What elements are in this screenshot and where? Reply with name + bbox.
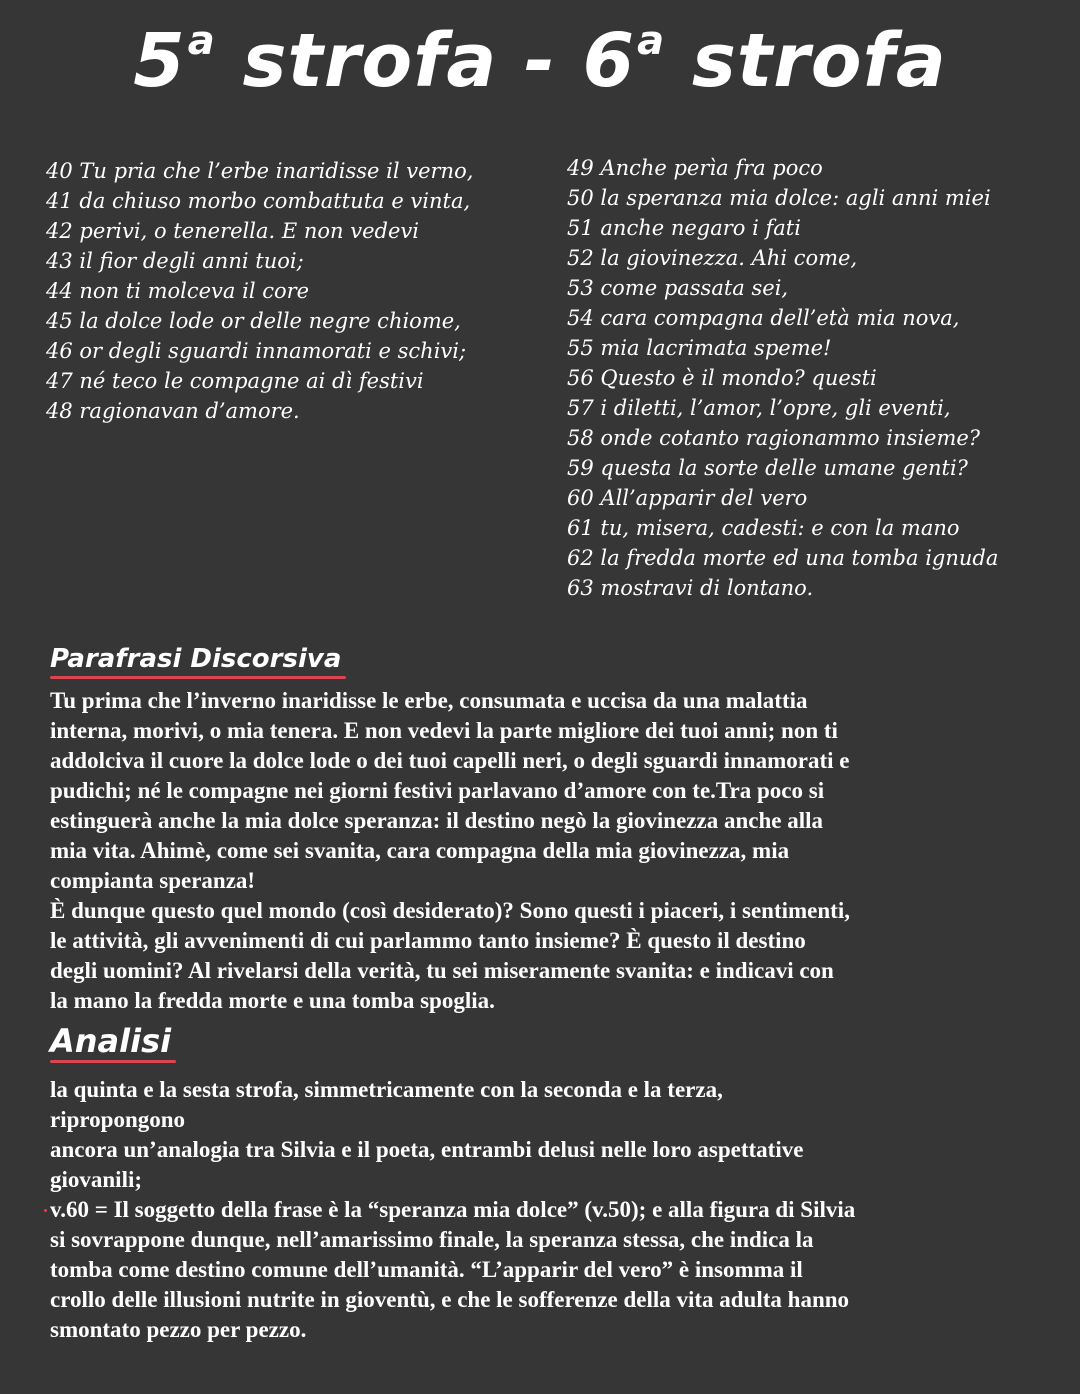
verses-right-column [567, 153, 998, 603]
bullet-dot [44, 1209, 47, 1212]
verse-line: 46 or degli sguardi innamorati e schivi; [46, 339, 467, 363]
prose-line: giovanili; [50, 1167, 143, 1192]
prose-line: È dunque questo quel mondo (così desiderato)? Sono questi i piaceri, i sentimenti, [50, 898, 850, 923]
prose-line: ripropongono [50, 1107, 186, 1132]
verse-line: 50 la speranza mia dolce: agli anni miei [567, 186, 991, 210]
page-title: 5$^a$ strofa - 6$^a$ strofa [133, 18, 947, 104]
prose-line: ancora un’analogia tra Silvia e il poeta, entrambi delusi nelle loro aspettative [50, 1137, 804, 1162]
prose-line: mia vita. Ahimè, come sei svanita, cara compagna della mia giovinezza, mia [50, 838, 790, 863]
verse-line: 53 come passata sei, [567, 276, 789, 300]
verse-line: 55 mia lacrimata speme! [567, 336, 832, 360]
verse-line: 57 i diletti, l’amor, l’opre, gli eventi, [567, 396, 951, 420]
prose-line: compianta speranza! [50, 868, 256, 893]
prose-line: la quinta e la sesta strofa, simmetricamente con la seconda e la terza, [50, 1077, 723, 1102]
verse-line: 54 cara compagna dell’età mia nova, [567, 306, 960, 330]
verse-line: 42 perivi, o tenerella. E non vedevi [46, 219, 419, 243]
verse-line: 41 da chiuso morbo combattuta e vinta, [46, 189, 471, 213]
prose-line: addolciva il cuore la dolce lode o dei tuoi capelli neri, o degli sguardi innamorati e [50, 748, 850, 773]
parafrasi-heading: Parafrasi Discorsiva [50, 644, 341, 674]
verse-line: 40 Tu pria che l’erbe inaridisse il verno, [46, 159, 474, 183]
prose-line: smontato pezzo per pezzo. [50, 1317, 307, 1342]
verse-line: 44 non ti molceva il core [46, 279, 310, 303]
verses-left-column [46, 156, 473, 426]
verse-line: 58 onde cotanto ragionammo insieme? [567, 426, 981, 450]
prose-line-text: v.60 = Il soggetto della frase è la “speranza mia dolce” (v.50); e alla figura di Silvia [50, 1197, 856, 1222]
verse-line: 62 la fredda morte ed una tomba ignuda [567, 546, 999, 570]
prose-line: le attività, gli avvenimenti di cui parlammo tanto insieme? È questo il destino [50, 928, 806, 953]
prose-line: tomba come destino comune dell’umanità. “L’apparir del vero” è insomma il [50, 1257, 803, 1282]
verse-line: 47 né teco le compagne ai dì festivi [46, 369, 424, 393]
analisi-body [50, 1075, 1050, 1345]
verse-line: 52 la giovinezza. Ahi come, [567, 246, 858, 270]
verse-line: 43 il fior degli anni tuoi; [46, 249, 304, 273]
verse-line: 63 mostravi di lontano. [567, 576, 814, 600]
prose-line: estinguerà anche la mia dolce speranza: il destino negò la giovinezza anche alla [50, 808, 824, 833]
verse-line: 51 anche negaro i fati [567, 216, 801, 240]
analisi-heading: Analisi [50, 1022, 171, 1060]
heading-underline [50, 1060, 176, 1063]
prose-line: la mano la fredda morte e una tomba spoglia. [50, 988, 495, 1013]
prose-line [50, 1195, 1050, 1225]
prose-line: pudichi; né le compagne nei giorni festivi parlavano d’amore con te.Tra poco si [50, 778, 825, 803]
prose-line: interna, morivi, o mia tenera. E non vedevi la parte migliore dei tuoi anni; non ti [50, 718, 838, 743]
verse-line: 61 tu, misera, cadesti: e con la mano [567, 516, 960, 540]
parafrasi-body [50, 686, 1050, 1016]
heading-underline [50, 676, 346, 679]
prose-line: si sovrappone dunque, nell’amarissimo finale, la speranza stessa, che indica la [50, 1227, 814, 1252]
verse-line: 48 ragionavan d’amore. [46, 399, 300, 423]
prose-line: Tu prima che l’inverno inaridisse le erbe, consumata e uccisa da una malattia [50, 688, 808, 713]
verse-line: 59 questa la sorte delle umane genti? [567, 456, 968, 480]
prose-line: crollo delle illusioni nutrite in gioventù, e che le sofferenze della vita adulta hanno [50, 1287, 850, 1312]
verse-line: 49 Anche perìa fra poco [567, 156, 823, 180]
verse-line: 45 la dolce lode or delle negre chiome, [46, 309, 461, 333]
verse-line: 56 Questo è il mondo? questi [567, 366, 877, 390]
verse-line: 60 All’apparir del vero [567, 486, 808, 510]
prose-line: degli uomini? Al rivelarsi della verità, tu sei miseramente svanita: e indicavi con [50, 958, 834, 983]
